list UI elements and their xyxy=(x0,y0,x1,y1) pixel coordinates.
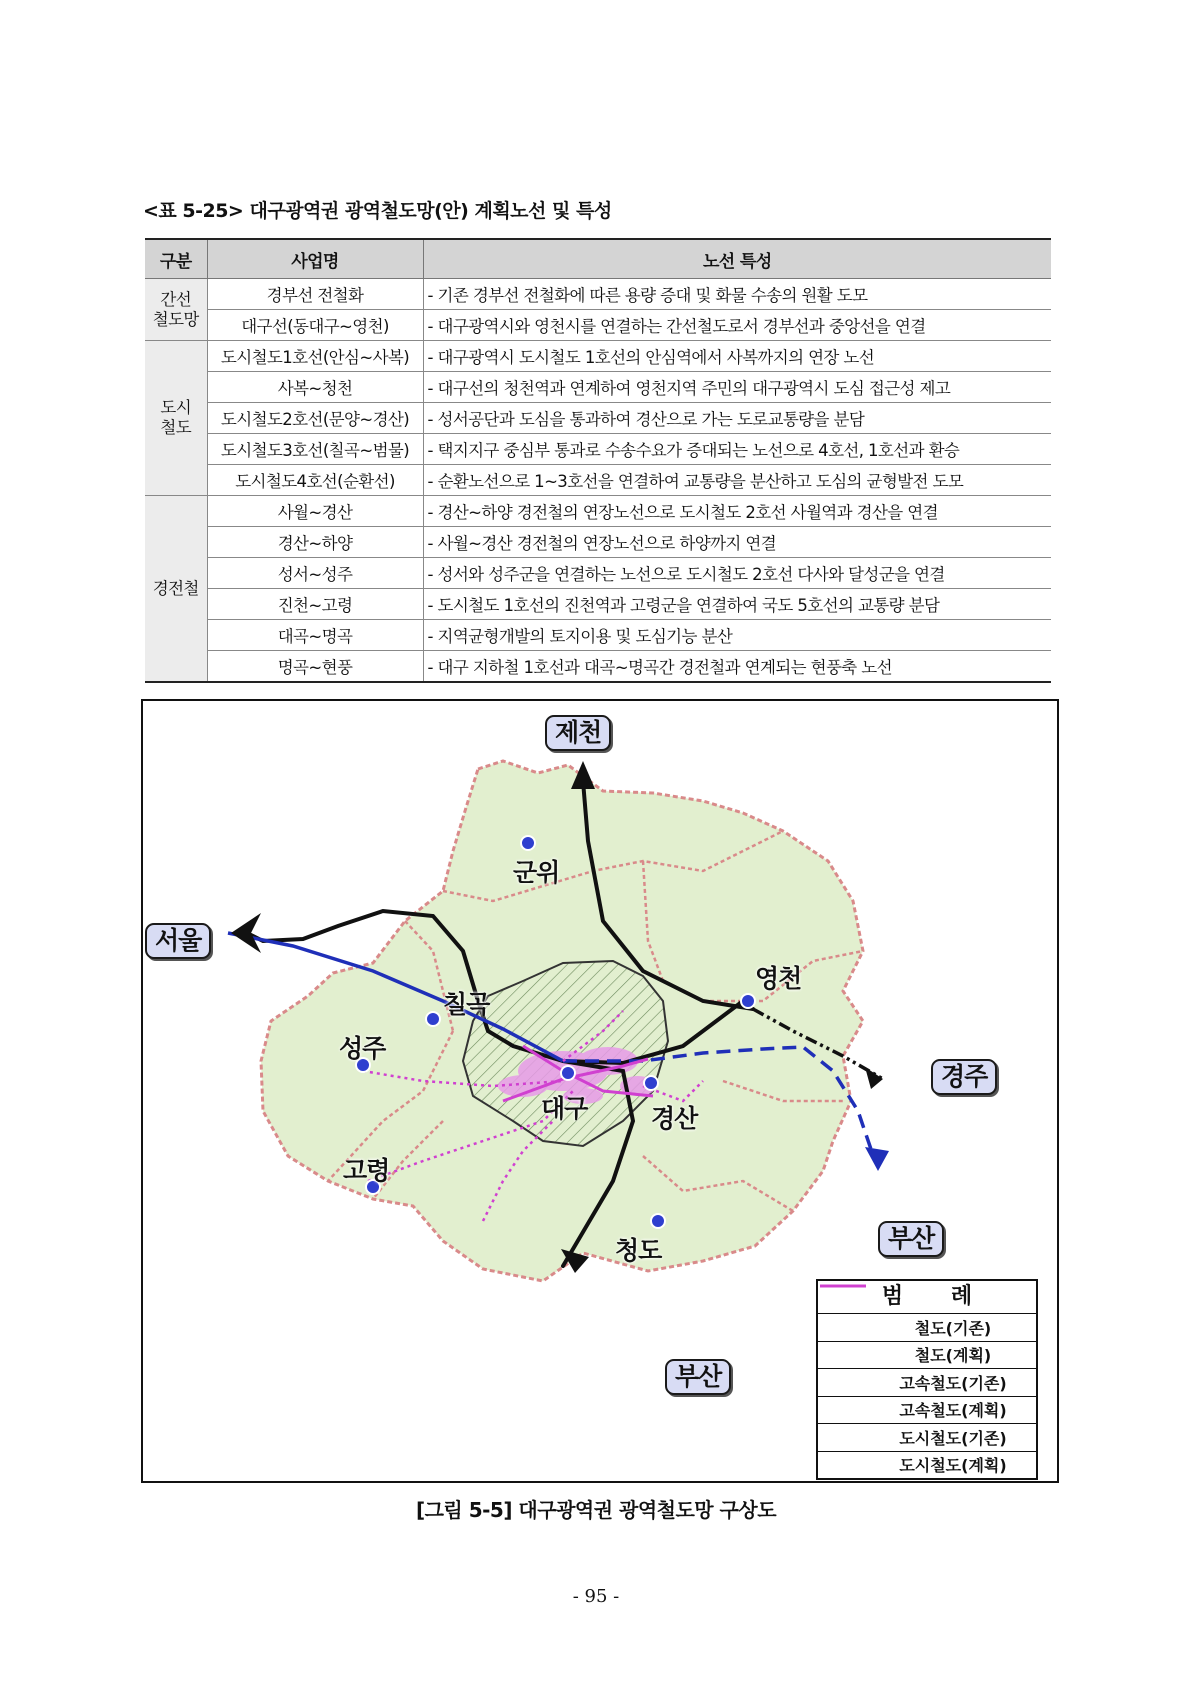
page-number: - 95 - xyxy=(572,1586,620,1607)
category-cell: 도시 철도 xyxy=(145,341,207,496)
map-legend xyxy=(816,1279,1038,1480)
project-name: 대곡~명곡 xyxy=(207,620,423,651)
legend-label: 철도(계획) xyxy=(914,1346,992,1366)
route-description: - 대구선의 청천역과 연계하여 영천지역 주민의 대구광역시 도심 접근성 제고 xyxy=(423,372,1051,403)
legend-title: 범 례 xyxy=(818,1281,1036,1314)
route-description: - 성서와 성주군을 연결하는 노선으로 도시철도 2호선 다사와 달성군을 연결 xyxy=(423,558,1051,589)
project-name: 도시철도3호선(칠곡~범물) xyxy=(207,434,423,465)
place-seongju: 성주 xyxy=(339,1034,386,1063)
legend-swatch-metro-planned xyxy=(818,1281,868,1291)
route-description: - 경산~하양 경전철의 연장노선으로 도시철도 2호선 사월역과 경산을 연결 xyxy=(423,496,1051,527)
table-row xyxy=(145,310,1051,341)
project-name: 경부선 전철화 xyxy=(207,279,423,310)
route-description: - 기존 경부선 전철화에 따른 용량 증대 및 화물 수송의 원활 도모 xyxy=(423,279,1051,310)
project-name: 도시철도2호선(문양~경산) xyxy=(207,403,423,434)
project-name: 도시철도1호선(안심~사복) xyxy=(207,341,423,372)
route-description: - 대구광역시와 영천시를 연결하는 간선철도로서 경부선과 중앙선을 연결 xyxy=(423,310,1051,341)
rail-network-map xyxy=(141,699,1059,1483)
category-cell: 간선 철도망 xyxy=(145,279,207,341)
route-description: - 순환노선으로 1~3호선을 연결하여 교통량을 분산하고 도심의 균형발전 도모 xyxy=(423,465,1051,496)
legend-label: 도시철도(계획) xyxy=(899,1456,1007,1476)
place-cheongdo: 청도 xyxy=(615,1236,662,1265)
table-row xyxy=(145,558,1051,589)
hsr-arrowhead xyxy=(865,1147,889,1171)
project-name: 명곡~현풍 xyxy=(207,651,423,683)
project-name: 사월~경산 xyxy=(207,496,423,527)
route-description: - 대구광역시 도시철도 1호선의 안심역에서 사복까지의 연장 노선 xyxy=(423,341,1051,372)
destination-seoul: 서울 xyxy=(145,923,211,959)
table-row xyxy=(145,434,1051,465)
place-gyeongsan: 경산 xyxy=(651,1104,698,1133)
table-row xyxy=(145,465,1051,496)
route-description: - 사월~경산 경전철의 연장노선으로 하양까지 연결 xyxy=(423,527,1051,558)
destination-jecheon: 제천 xyxy=(545,715,611,751)
project-name: 대구선(동대구~영천) xyxy=(207,310,423,341)
route-description: - 성서공단과 도심을 통과하여 경산으로 가는 도로교통량을 분담 xyxy=(423,403,1051,434)
legend-item xyxy=(818,1342,1036,1370)
route-description: - 택지지구 중심부 통과로 수송수요가 증대되는 노선으로 4호선, 1호선과 환승 xyxy=(423,434,1051,465)
legend-item xyxy=(818,1314,1036,1342)
place-gunwi: 군위 xyxy=(513,858,560,887)
route-description: - 지역균형개발의 토지이용 및 도심기능 분산 xyxy=(423,620,1051,651)
place-chilgok: 칠곡 xyxy=(443,990,490,1019)
category-cell: 경전철 xyxy=(145,496,207,683)
project-name: 성서~성주 xyxy=(207,558,423,589)
table-row xyxy=(145,620,1051,651)
table-row xyxy=(145,403,1051,434)
legend-item xyxy=(818,1397,1036,1425)
rail-plan-table xyxy=(145,238,1051,683)
place-goryeong: 고령 xyxy=(343,1156,390,1185)
header-category: 구분 xyxy=(145,239,207,279)
header-project: 사업명 xyxy=(207,239,423,279)
header-characteristics: 노선 특성 xyxy=(423,239,1051,279)
legend-item xyxy=(818,1424,1036,1452)
project-name: 도시철도4호선(순환선) xyxy=(207,465,423,496)
figure-caption: [그림 5-5] 대구광역권 광역철도망 구상도 xyxy=(415,1498,777,1522)
route-description: - 도시철도 1호선의 진천역과 고령군을 연결하여 국도 5호선의 교통량 분담 xyxy=(423,589,1051,620)
project-name: 진천~고령 xyxy=(207,589,423,620)
legend-item xyxy=(818,1369,1036,1397)
table-row xyxy=(145,589,1051,620)
destination-gyeongju: 경주 xyxy=(931,1059,997,1095)
table-row xyxy=(145,527,1051,558)
route-description: - 대구 지하철 1호선과 대곡~명곡간 경전철과 연계되는 현풍축 노선 xyxy=(423,651,1051,683)
legend-item xyxy=(818,1452,1036,1479)
legend-label: 고속철도(계획) xyxy=(899,1401,1007,1421)
table-title: <표 5-25> 대구광역권 광역철도망(안) 계획노선 및 특성 xyxy=(143,200,612,222)
destination-busan-south: 부산 xyxy=(665,1359,731,1395)
table-header-row xyxy=(145,239,1051,279)
destination-busan-east: 부산 xyxy=(878,1221,944,1257)
legend-label: 도시철도(기존) xyxy=(899,1428,1007,1448)
place-daegu: 대구 xyxy=(541,1094,588,1123)
project-name: 사복~청천 xyxy=(207,372,423,403)
legend-label: 고속철도(기존) xyxy=(899,1373,1007,1393)
table-row xyxy=(145,651,1051,683)
project-name: 경산~하양 xyxy=(207,527,423,558)
legend-label: 철도(기존) xyxy=(914,1318,992,1338)
table-row xyxy=(145,496,1051,527)
table-row xyxy=(145,279,1051,310)
table-row xyxy=(145,372,1051,403)
place-yeongcheon: 영천 xyxy=(755,964,802,993)
table-row xyxy=(145,341,1051,372)
